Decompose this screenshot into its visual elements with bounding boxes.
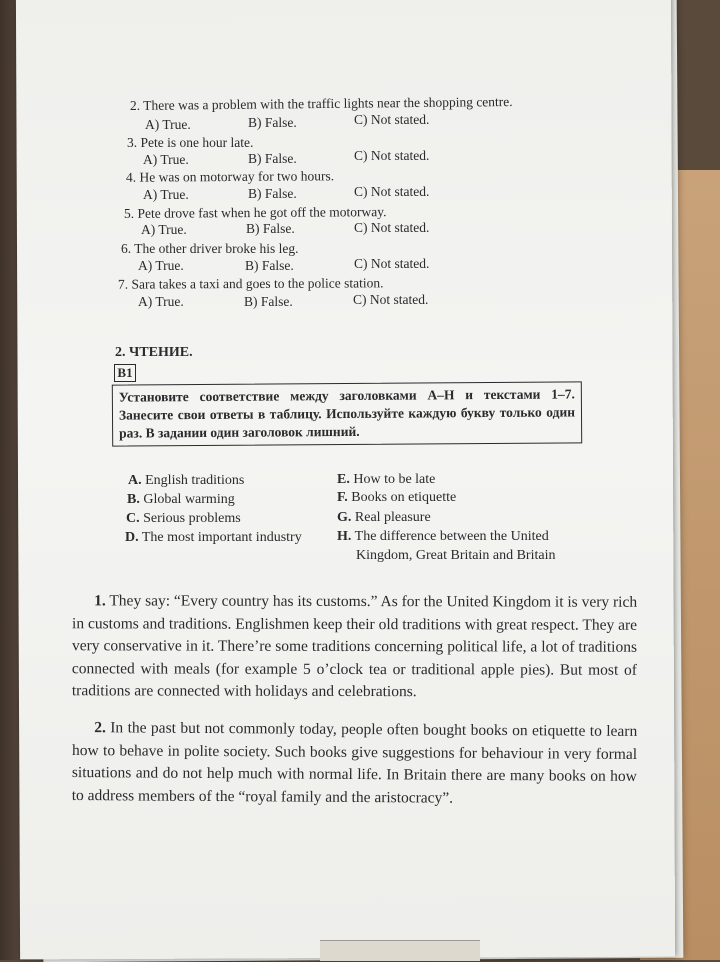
- question-5: 5. Pete drove fast when he got off the motorway.: [123, 204, 387, 221]
- heading-text: The difference between the United: [354, 529, 549, 544]
- heading-f: [337, 490, 456, 506]
- heading-a: [128, 473, 244, 489]
- heading-h: [337, 529, 549, 545]
- option-true: A) True.: [141, 222, 187, 237]
- option-not-stated: C) Not stated.: [354, 256, 430, 271]
- heading-letter: C.: [126, 511, 140, 526]
- heading-letter: F.: [337, 490, 348, 505]
- passage-text: They say: “Every country has its customs.” As for the United Kingdom it is very rich in customs and traditions. Englishmen keep their old traditions with great respect. They are very conservative in it. There’re some traditions concerning political life, a lot of traditions connected with meals (for example 5 o’clock tea or traditional apple pies). But most of traditions are connected with holidays and celebrations.: [71, 592, 638, 701]
- option-not-stated: C) Not stated.: [354, 148, 430, 163]
- heading-h-continued: Kingdom, Great Britain and Britain: [356, 548, 556, 563]
- option-false: B) False.: [244, 294, 293, 309]
- heading-b: [127, 492, 235, 508]
- heading-text: The most important industry: [141, 530, 302, 545]
- option-not-stated: C) Not stated.: [353, 292, 429, 307]
- heading-text: Books on etiquette: [351, 490, 457, 505]
- heading-text: Real pleasure: [354, 510, 431, 525]
- option-false: B) False.: [248, 151, 297, 166]
- option-false: B) False.: [246, 221, 295, 236]
- option-true: A) True.: [145, 117, 191, 132]
- heading-text: Serious problems: [143, 511, 241, 526]
- passage-2: [72, 717, 638, 811]
- option-false: B) False.: [248, 115, 297, 130]
- heading-letter: D.: [125, 530, 139, 545]
- passage-text: In the past but not commonly today, people often bought books on etiquette to learn how to behave in polite society. Such books give suggestions for behaviour in very formal situations and do not help much with normal life. In Britain there are many books on how to address members of the “royal family and the aristocracy”.: [71, 719, 638, 807]
- heading-text: Global warming: [143, 492, 235, 507]
- option-true: A) True.: [143, 187, 189, 202]
- question-3: 3. Pete is one hour late.: [127, 135, 254, 150]
- passage-1: [72, 590, 637, 704]
- heading-c: [126, 511, 241, 527]
- option-false: B) False.: [245, 258, 294, 273]
- option-true: A) True.: [138, 294, 184, 309]
- option-not-stated: C) Not stated.: [354, 112, 430, 127]
- task-label: B1: [114, 364, 136, 382]
- question-4: 4. He was on motorway for two hours.: [125, 168, 335, 185]
- heading-letter: G.: [337, 510, 352, 525]
- option-false: B) False.: [248, 186, 297, 201]
- heading-letter: H.: [337, 529, 352, 544]
- option-true: A) True.: [143, 152, 189, 167]
- heading-d: [125, 530, 302, 546]
- heading-g: [337, 510, 431, 526]
- section-title: 2. ЧТЕНИЕ.: [115, 345, 193, 360]
- task-instruction: Установите соответствие между заголовками A–H и текстами 1–7. Занесите свои ответы в таблицу. Используйте каждую букву только один раз. В задании один заголовок лишний.: [112, 381, 582, 446]
- heading-e: [337, 472, 435, 488]
- heading-letter: A.: [128, 473, 142, 488]
- heading-letter: E.: [337, 472, 350, 487]
- heading-letter: B.: [127, 492, 140, 507]
- passage-number: 1.: [94, 592, 106, 610]
- question-2: 2. There was a problem with the traffic lights near the shopping centre.: [129, 93, 513, 114]
- question-6: 6. The other driver broke his leg.: [121, 241, 299, 256]
- heading-text: How to be late: [353, 472, 436, 487]
- passage-number: 2.: [94, 719, 106, 737]
- option-true: A) True.: [138, 258, 184, 273]
- heading-text: English traditions: [145, 473, 245, 488]
- question-7: 7. Sara takes a taxi and goes to the police station.: [117, 275, 384, 292]
- option-not-stated: C) Not stated.: [354, 184, 430, 199]
- option-not-stated: C) Not stated.: [354, 220, 430, 235]
